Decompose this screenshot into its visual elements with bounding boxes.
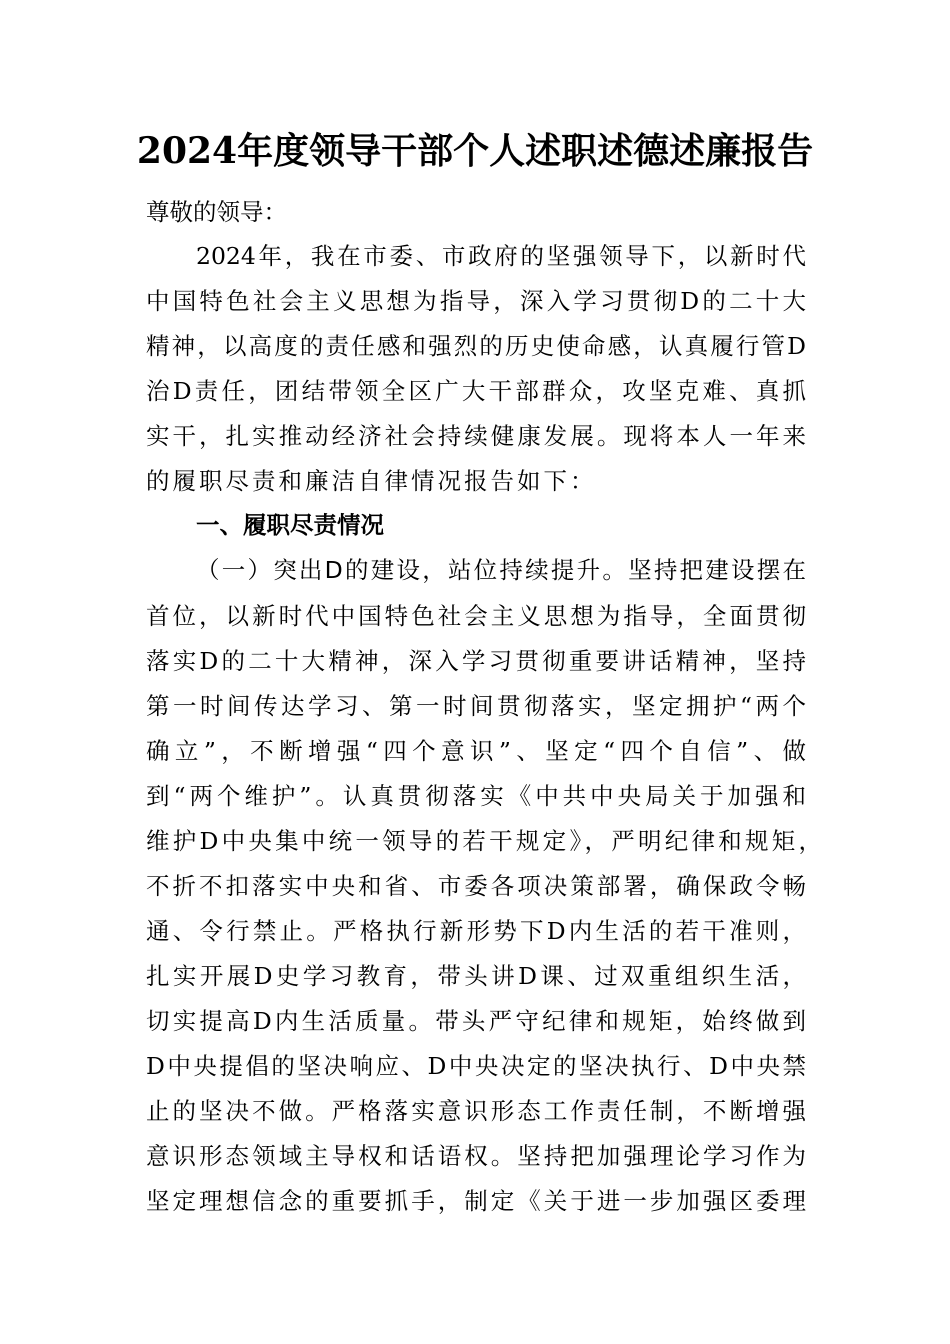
subsection-first-line xyxy=(196,550,806,590)
intro-line-6: 的履职尽责和廉洁自律情况报告如下： xyxy=(146,467,597,495)
intro-line-5: 实干，扎实推动经济社会持续健康发展。现将本人一年来 xyxy=(146,422,806,450)
body-line-5: 到“两个维护”。认真贯彻落实《中共中央局关于加强和 xyxy=(146,782,806,810)
body-line-13: 意识形态领域主导权和话语权。坚持把加强理论学习作为 xyxy=(146,1142,806,1170)
body-line-4: 确立”，不断增强“四个意识”、坚定“四个自信”、做 xyxy=(146,737,806,765)
body-line-2: 落实D的二十大精神，深入学习贯彻重要讲话精神，坚持 xyxy=(146,647,806,675)
body-line-12: 止的坚决不做。严格落实意识形态工作责任制，不断增强 xyxy=(146,1097,806,1125)
body-line-9: 扎实开展D史学习教育，带头讲D课、过双重组织生活， xyxy=(146,962,806,990)
intro-line-4: 治D责任，团结带领全区广大干部群众，攻坚克难、真抓 xyxy=(146,377,806,405)
body-line-11: D中央提倡的坚决响应、D中央决定的坚决执行、D中央禁 xyxy=(146,1052,806,1080)
body-line-6: 维护D中央集中统一领导的若干规定》，严明纪律和规矩， xyxy=(146,827,822,855)
body-line-14: 坚定理想信念的重要抓手，制定《关于进一步加强区委理 xyxy=(146,1187,806,1215)
intro-line-2: 中国特色社会主义思想为指导，深入学习贯彻D的二十大 xyxy=(146,287,806,315)
body-line-10: 切实提高D内生活质量。带头严守纪律和规矩，始终做到 xyxy=(146,1007,806,1035)
intro-line-3: 精神，以高度的责任感和强烈的历史使命感，认真履行管D xyxy=(146,332,806,360)
section-heading-1: 一、履职尽责情况 xyxy=(196,511,384,539)
body-line-1: 首位，以新时代中国特色社会主义思想为指导，全面贯彻 xyxy=(146,602,806,630)
body-line-3: 第一时间传达学习、第一时间贯彻落实，坚定拥护“两个 xyxy=(146,692,806,720)
body-line-7: 不折不扣落实中央和省、市委各项决策部署，确保政令畅 xyxy=(146,872,806,900)
subsection-heading: （一）突出D的建设，站位持续提升。 xyxy=(196,556,629,584)
document-title: 2024年度领导干部个人述职述德述廉报告 xyxy=(136,130,814,172)
salutation: 尊敬的领导： xyxy=(146,198,287,226)
body-line-8: 通、令行禁止。严格执行新形势下D内生活的若干准则， xyxy=(146,917,806,945)
intro-line-1: 2024年，我在市委、市政府的坚强领导下，以新时代 xyxy=(196,242,806,270)
subsection-first-line-rest: 坚持把建设摆在 xyxy=(628,556,806,584)
